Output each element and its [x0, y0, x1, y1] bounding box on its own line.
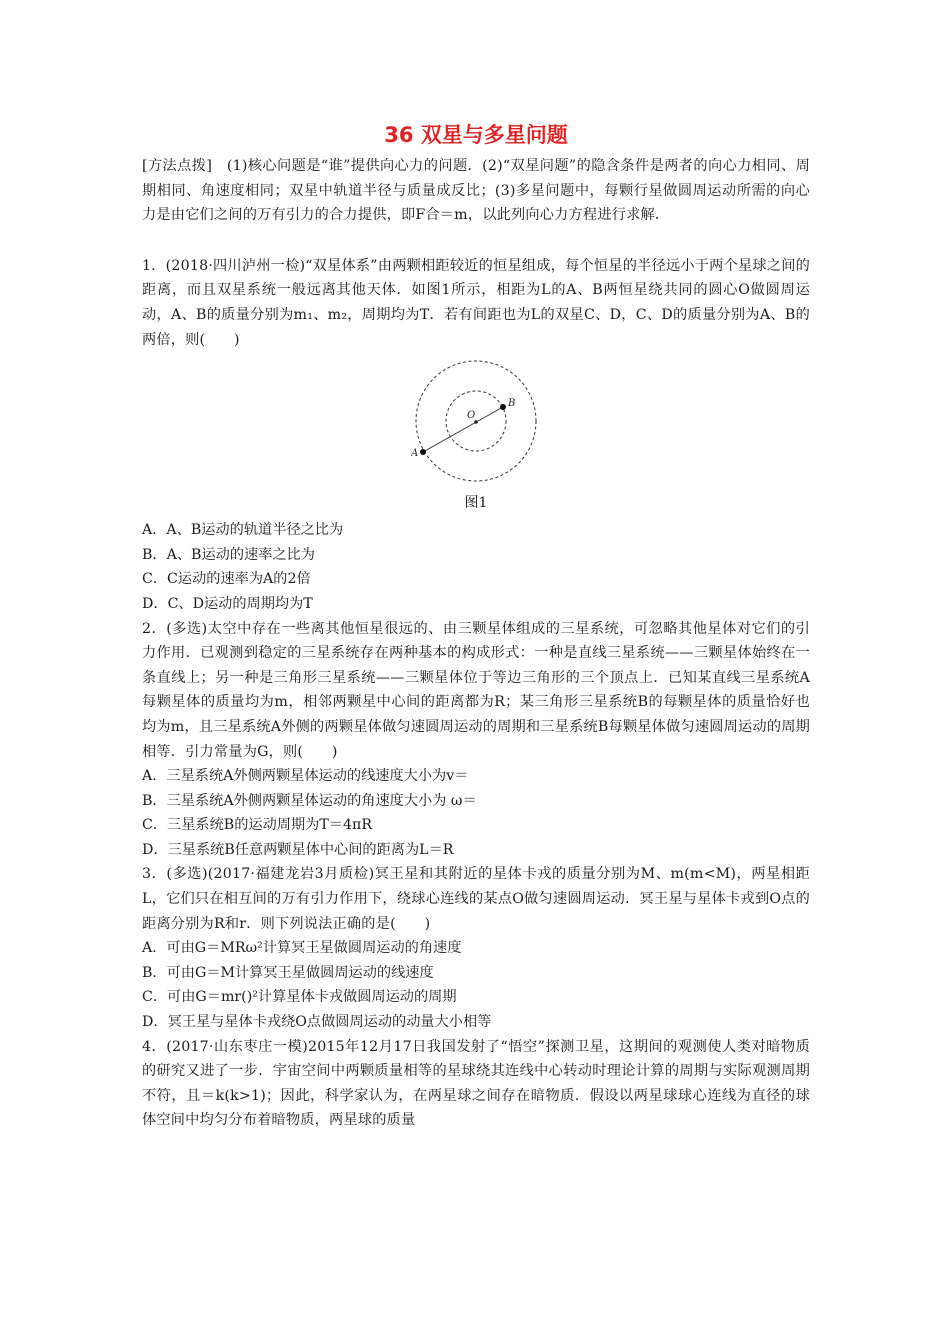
question-3-option-d: D．冥王星与星体卡戎绕O点做圆周运动的动量大小相等 — [142, 1014, 492, 1031]
question-2-stem: 2．(多选)太空中存在一些离其他恒星很远的、由三颗星体组成的三星系统，可忽略其他星体对它们的引力作用．已观测到稳定的三星系统存在两种基本的构成形式：一种是直线三星系统——三颗星体始终在一条直线上；另一种是三角形三星系统——三颗星体位于等边三角形的三个顶点上．已知某直线三星系统A每颗星体的质量均为m，相邻两颗星中心间的距离都为R；某三角形三星系统B的每颗星体的质量恰好也均为m，且三星系统A外侧的两颗星体做匀速圆周运动的周期和三星系统B每颗星体做匀速圆周运动的周期相等．引力常量为G，则( ) — [142, 620, 810, 760]
method-tip-paragraph: [方法点拨] (1)核心问题是“谁”提供向心力的问题．(2)“双星问题”的隐含条件是两者的向心力相同、周期相同、角速度相同；双星中轨道半径与质量成反比；(3)多星问题中，每颗行星做圆周运动所需的向心力是由它们之间的万有引力的合力提供，即F合＝m，以此列向心力方程进行求解． — [142, 158, 810, 224]
label-O: O — [467, 410, 476, 422]
star-A-dot — [420, 449, 426, 455]
question-3-stem: 3．(多选)(2017·福建龙岩3月质检)冥王星和其附近的星体卡戎的质量分别为M、m(m<M)，两星相距L，它们只在相互间的万有引力作用下，绕球心连线的某点O做匀速圆周运动．冥王星与星体卡戎到O点的距离分别为R和r．则下列说法正确的是( ) — [142, 866, 810, 932]
question-3-option-a: A．可由G＝MRω²计算冥王星做圆周运动的角速度 — [142, 940, 462, 957]
document-page — [142, 120, 810, 1133]
question-3-option-b: B．可由G＝M计算冥王星做圆周运动的线速度 — [142, 964, 434, 981]
question-2-option-c: C．三星系统B的运动周期为T＝4πR — [142, 817, 373, 834]
label-B: B — [508, 398, 516, 410]
page-title: 36 双星与多星问题 — [384, 123, 568, 147]
question-3-option-c: C．可由G＝mr()²计算星体卡戎做圆周运动的周期 — [142, 989, 457, 1006]
question-1-stem: 1．(2018·四川泸州一检)“双星体系”由两颗相距较近的恒星组成，每个恒星的半径远小于两个星球之间的距离，而且双星系统一般远离其他天体．如图1所示，相距为L的A、B两恒星绕共同的圆心O做圆周运动，A、B的质量分别为m₁、m₂，周期均为T．若有间距也为L的双星C、D，C、D的质量分别为A、B的两倍，则( ) — [142, 257, 810, 348]
question-4-stem: 4．(2017·山东枣庄一模)2015年12月17日我国发射了“悟空”探测卫星，这期间的观测使人类对暗物质的研究又进了一步．宇宙空间中两颗质量相等的星球绕其连线中心转动时理论计算的周期与实际观测周期不符，且＝k(k>1)；因此，科学家认为，在两星球之间存在暗物质．假设以两星球球心连线为直径的球体空间中均匀分布着暗物质，两星球的质量 — [142, 1038, 810, 1129]
question-2-option-d: D．三星系统B任意两颗星体中心间的距离为L＝R — [142, 841, 454, 858]
question-1-option-a: A．A、B运动的轨道半径之比为 — [142, 522, 344, 539]
spacer — [142, 228, 810, 254]
figure-1-caption: 图1 — [464, 495, 488, 512]
label-A: A — [411, 448, 419, 460]
figure-1 — [142, 356, 810, 486]
question-1-option-d: D．C、D运动的周期均为T — [142, 595, 313, 612]
question-1-option-c: C．C运动的速率为A的2倍 — [142, 571, 311, 588]
question-2-option-b: B．三星系统A外侧两颗星体运动的角速度大小为 ω＝ — [142, 792, 477, 809]
binary-star-diagram — [411, 356, 541, 486]
question-1-option-b: B．A、B运动的速率之比为 — [142, 546, 315, 563]
question-2-option-a: A．三星系统A外侧两颗星体运动的线速度大小为v＝ — [142, 768, 469, 785]
star-B-dot — [500, 404, 506, 410]
connecting-line — [423, 407, 503, 452]
